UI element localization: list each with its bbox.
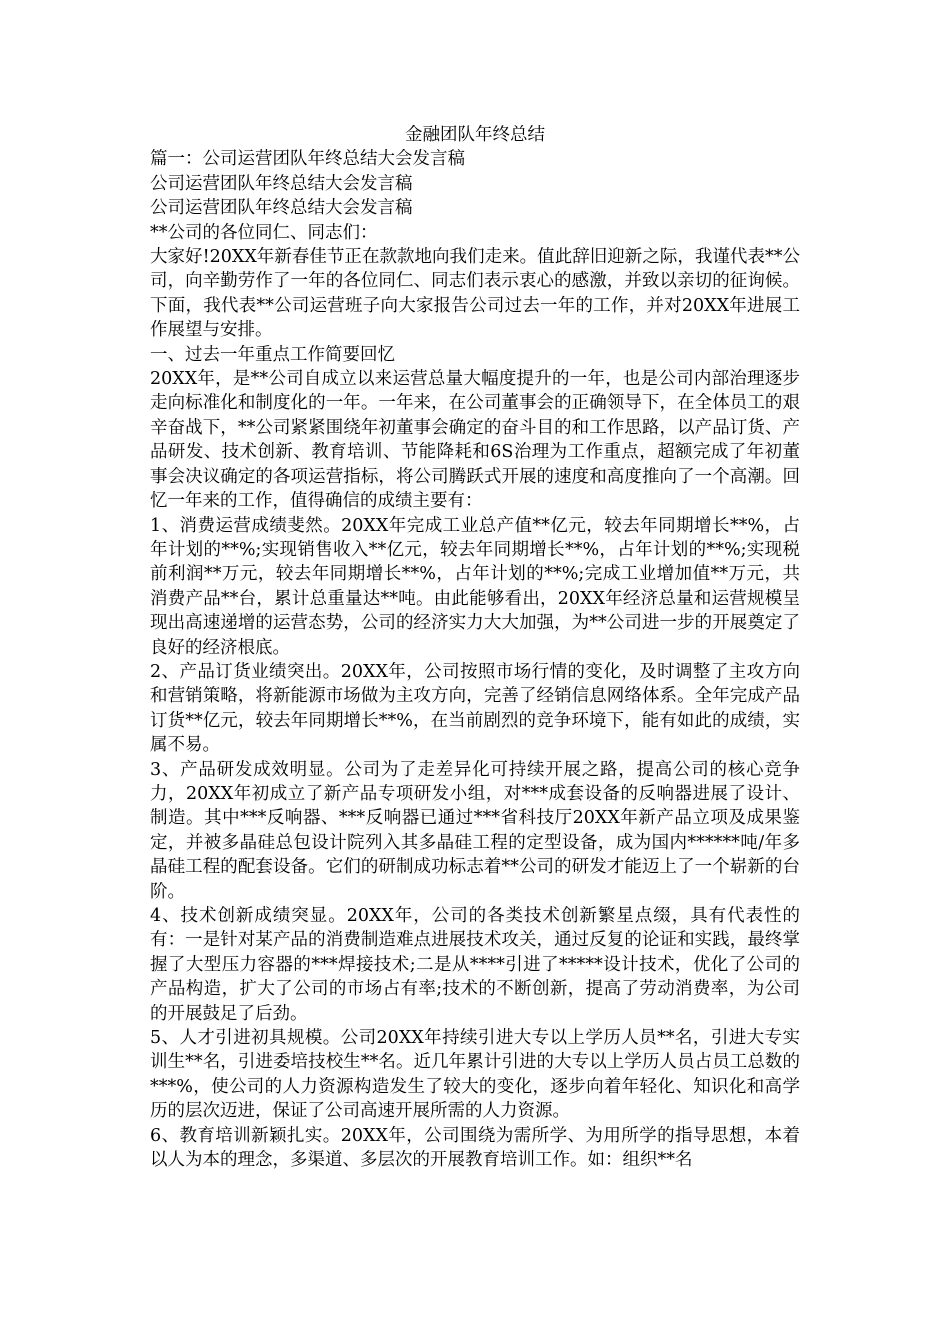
subtitle-line: 公司运营团队年终总结大会发言稿 [150,173,413,194]
body-paragraph: 大家好!20XX年新春佳节正在款款地向我们走来。值此辞旧迎新之际，我谨代表**公司，向辛勤劳作了一年的各位同仁、同志们表示衷心的感激，并致以亲切的征询候。下面，我代表**公司运营班子向大家报告公司过去一年的工作，并对20XX年进展工作展望与安排。 [150,247,800,341]
body-paragraph: 1、消费运营成绩斐然。20XX年完成工业总产值**亿元，较去年同期增长**%，占年计划的**%;实现销售收入**亿元，较去年同期增长**%，占年计划的**%;实现税前利润**万元，较去年同期增长**%，占年计划的**%;完成工业增加值**万元，共消费产品**台，累计总重量达**吨。由此能够看出，20XX年经济总量和运营规模呈现出高速递增的运营态势，公司的经济实力大大加强，为**公司进一步的开展奠定了良好的经济根底。 [150,515,800,658]
body-paragraph: 20XX年，是**公司自成立以来运营总量大幅度提升的一年，也是公司内部治理逐步走向标准化和制度化的一年。一年来，在公司董事会的正确领导下，在全体员工的艰辛奋战下，**公司紧紧围绕年初董事会确定的奋斗目的和工作思路，以产品订货、产品研发、技术创新、教育培训、节能降耗和6S治理为工作重点，超额完成了年初董事会决议确定的各项运营指标，将公司腾跃式开展的速度和高度推向了一个高潮。回忆一年来的工作，值得确信的成绩主要有： [150,369,800,512]
document-body [150,123,800,1172]
body-paragraph: 5、人才引进初具规模。公司20XX年持续引进大专以上学历人员**名，引进大专实训生**名，引进委培技校生**名。近几年累计引进的大专以上学历人员占员工总数的***%，使公司的人力资源构造发生了较大的变化，逐步向着年轻化、知识化和高学历的层次迈进，保证了公司高速开展所需的人力资源。 [150,1028,800,1122]
body-paragraph: 3、产品研发成效明显。公司为了走差异化可持续开展之路，提高公司的核心竞争力，20XX年初成立了新产品专项研发小组，对***成套设备的反响器进展了设计、制造。其中***反响器、***反响器已通过***省科技厅20XX年新产品立项及成果鉴定，并被多晶硅总包设计院列入其多晶硅工程的定型设备，成为国内******吨/年多晶硅工程的配套设备。它们的研制成功标志着**公司的研发才能迈上了一个崭新的台阶。 [150,759,800,902]
document-title: 金融团队年终总结 [405,125,545,145]
body-paragraph: 4、技术创新成绩突显。20XX年，公司的各类技术创新繁星点缀，具有代表性的有：一是针对某产品的消费制造难点进展技术攻关，通过反复的论证和实践，最终掌握了大型压力容器的***焊接技术;二是从****引进了*****设计技术，优化了公司的产品构造，扩大了公司的市场占有率;技术的不断创新，提高了劳动消费率，为公司的开展鼓足了后劲。 [150,906,800,1024]
salutation: **公司的各位同仁、同志们： [150,222,378,243]
subtitle-line: 公司运营团队年终总结大会发言稿 [150,198,413,219]
section-heading: 一、过去一年重点工作简要回忆 [150,344,395,365]
body-paragraph: 6、教育培训新颖扎实。20XX年，公司围绕为需所学、为用所学的指导思想，本着以人为本的理念，多渠道、多层次的开展教育培训工作。如：组织**名 [150,1125,800,1171]
section-heading: 篇一：公司运营团队年终总结大会发言稿 [150,149,465,170]
body-paragraph: 2、产品订货业绩突出。20XX年，公司按照市场行情的变化，及时调整了主攻方向和营销策略，将新能源市场做为主攻方向，完善了经销信息网络体系。全年完成产品订货**亿元，较去年同期增长**%，在当前剧烈的竞争环境下，能有如此的成绩，实属不易。 [150,661,800,756]
